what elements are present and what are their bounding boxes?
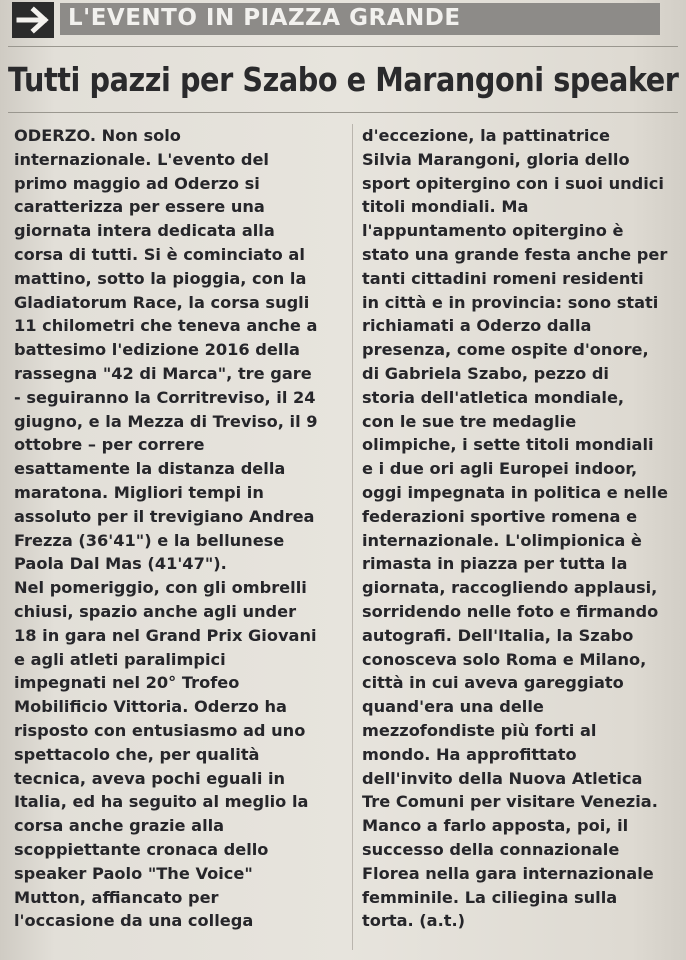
article-line: storia dell'atletica mondiale, bbox=[362, 387, 625, 407]
article-line: e agli atleti paralimpici bbox=[14, 649, 226, 669]
article-line: impegnati nel 20° Trofeo bbox=[14, 673, 240, 693]
article-line: risposto con entusiasmo ad uno bbox=[14, 720, 306, 740]
article-line: Mobilificio Vittoria. Oderzo ha bbox=[14, 697, 287, 717]
article-line: sorridendo nelle foto e firmando bbox=[362, 601, 659, 621]
article-line: e i due ori agli Europei indoor, bbox=[362, 459, 638, 479]
article-line: torta. (a.t.) bbox=[362, 911, 466, 931]
article-line: - seguiranno la Corritreviso, il 24 bbox=[14, 387, 316, 407]
article-line: Florea nella gara internazionale bbox=[362, 863, 654, 883]
article-line: quand'era una delle bbox=[362, 697, 544, 717]
article-line: spettacolo che, per qualità bbox=[14, 744, 260, 764]
article-line: successo della connazionale bbox=[362, 839, 620, 859]
article-line: internazionale. L'evento del bbox=[14, 149, 269, 169]
article-line: tecnica, aveva pochi eguali in bbox=[14, 768, 286, 788]
article-line: Paola Dal Mas (41'47"). bbox=[14, 554, 227, 574]
article-line: giornata, raccogliendo applausi, bbox=[362, 578, 658, 598]
article-line: l'appuntamento opitergino è bbox=[362, 221, 624, 241]
article-line: Tre Comuni per visitare Venezia. bbox=[362, 792, 658, 812]
article-line: mattino, sotto la pioggia, con la bbox=[14, 268, 307, 288]
article-line: di Gabriela Szabo, pezzo di bbox=[362, 363, 609, 383]
article-line: mondo. Ha approfittato bbox=[362, 744, 577, 764]
article-line: conosceva solo Roma e Milano, bbox=[362, 649, 647, 669]
article-line: femminile. La ciliegina sulla bbox=[362, 887, 618, 907]
arrow-right-icon bbox=[12, 2, 54, 38]
article-line: internazionale. L'olimpionica è bbox=[362, 530, 642, 550]
article-line: sport opitergino con i suoi undici bbox=[362, 173, 664, 193]
article-line: Mutton, affiancato per bbox=[14, 887, 219, 907]
article-line: richiamati a Oderzo dalla bbox=[362, 316, 592, 336]
article-line: primo maggio ad Oderzo si bbox=[14, 173, 260, 193]
article-line: 11 chilometri che teneva anche a bbox=[14, 316, 318, 336]
article-line: giugno, e la Mezza di Treviso, il 9 bbox=[14, 411, 318, 431]
article-line: corsa di tutti. Si è cominciato al bbox=[14, 244, 305, 264]
article-line: rimasta in piazza per tutta la bbox=[362, 554, 628, 574]
article-line: presenza, come ospite d'onore, bbox=[362, 340, 649, 360]
article-line: olimpiche, i sette titoli mondiali bbox=[362, 435, 654, 455]
article-line: federazioni sportive romena e bbox=[362, 506, 638, 526]
article-line: Manco a farlo apposta, poi, il bbox=[362, 816, 629, 836]
article-line: titoli mondiali. Ma bbox=[362, 197, 529, 217]
banner-rule bbox=[8, 46, 678, 47]
article-line: giornata intera dedicata alla bbox=[14, 221, 275, 241]
article-line: d'eccezione, la pattinatrice bbox=[362, 126, 611, 145]
section-kicker bbox=[60, 3, 660, 35]
article-line: Nel pomeriggio, con gli ombrelli bbox=[14, 578, 307, 598]
article-line: con le sue tre medaglie bbox=[362, 411, 577, 431]
article-line: rassegna "42 di Marca", tre gare bbox=[14, 363, 312, 383]
article-line: chiusi, spazio anche agli under bbox=[14, 601, 297, 621]
article-line: Gladiatorum Race, la corsa sugli bbox=[14, 292, 310, 312]
article-line: in città e in provincia: sono stati bbox=[362, 292, 659, 312]
article-line: 18 in gara nel Grand Prix Giovani bbox=[14, 625, 317, 645]
article-line: ottobre – per correre bbox=[14, 435, 205, 455]
article-line: maratona. Migliori tempi in bbox=[14, 482, 264, 502]
article-column-right bbox=[362, 124, 682, 933]
article-line: battesimo l'edizione 2016 della bbox=[14, 340, 300, 360]
article-line: caratterizza per essere una bbox=[14, 197, 265, 217]
article-line: Italia, ed ha seguito al meglio la bbox=[14, 792, 309, 812]
article-line: esattamente la distanza della bbox=[14, 459, 286, 479]
article-line: l'occasione da una collega bbox=[14, 911, 254, 931]
article-line: autografi. Dell'Italia, la Szabo bbox=[362, 625, 634, 645]
article-line: città in cui aveva gareggiato bbox=[362, 673, 624, 693]
article-line: mezzofondiste più forti al bbox=[362, 720, 597, 740]
article-line: dell'invito della Nuova Atletica bbox=[362, 768, 643, 788]
article-line: corsa anche grazie alla bbox=[14, 816, 225, 836]
column-divider bbox=[352, 124, 353, 950]
article-line: stato una grande festa anche per bbox=[362, 244, 668, 264]
headline-rule bbox=[8, 112, 678, 113]
article-line: assoluto per il trevigiano Andrea bbox=[14, 506, 315, 526]
article-line: scoppiettante cronaca dello bbox=[14, 839, 269, 859]
section-kicker-text: L'EVENTO IN PIAZZA GRANDE bbox=[68, 5, 461, 31]
article-line: speaker Paolo "The Voice" bbox=[14, 863, 253, 883]
article-column-left bbox=[14, 124, 344, 933]
article-line: Frezza (36'41") e la bellunese bbox=[14, 530, 285, 550]
section-banner bbox=[8, 0, 684, 40]
article-line: Silvia Marangoni, gloria dello bbox=[362, 149, 630, 169]
article-line: tanti cittadini romeni residenti bbox=[362, 268, 644, 288]
article-line: oggi impegnata in politica e nelle bbox=[362, 482, 668, 502]
article-headline: Tutti pazzi per Szabo e Marangoni speaker bbox=[8, 61, 679, 99]
article-line: ODERZO. Non solo bbox=[14, 126, 181, 145]
